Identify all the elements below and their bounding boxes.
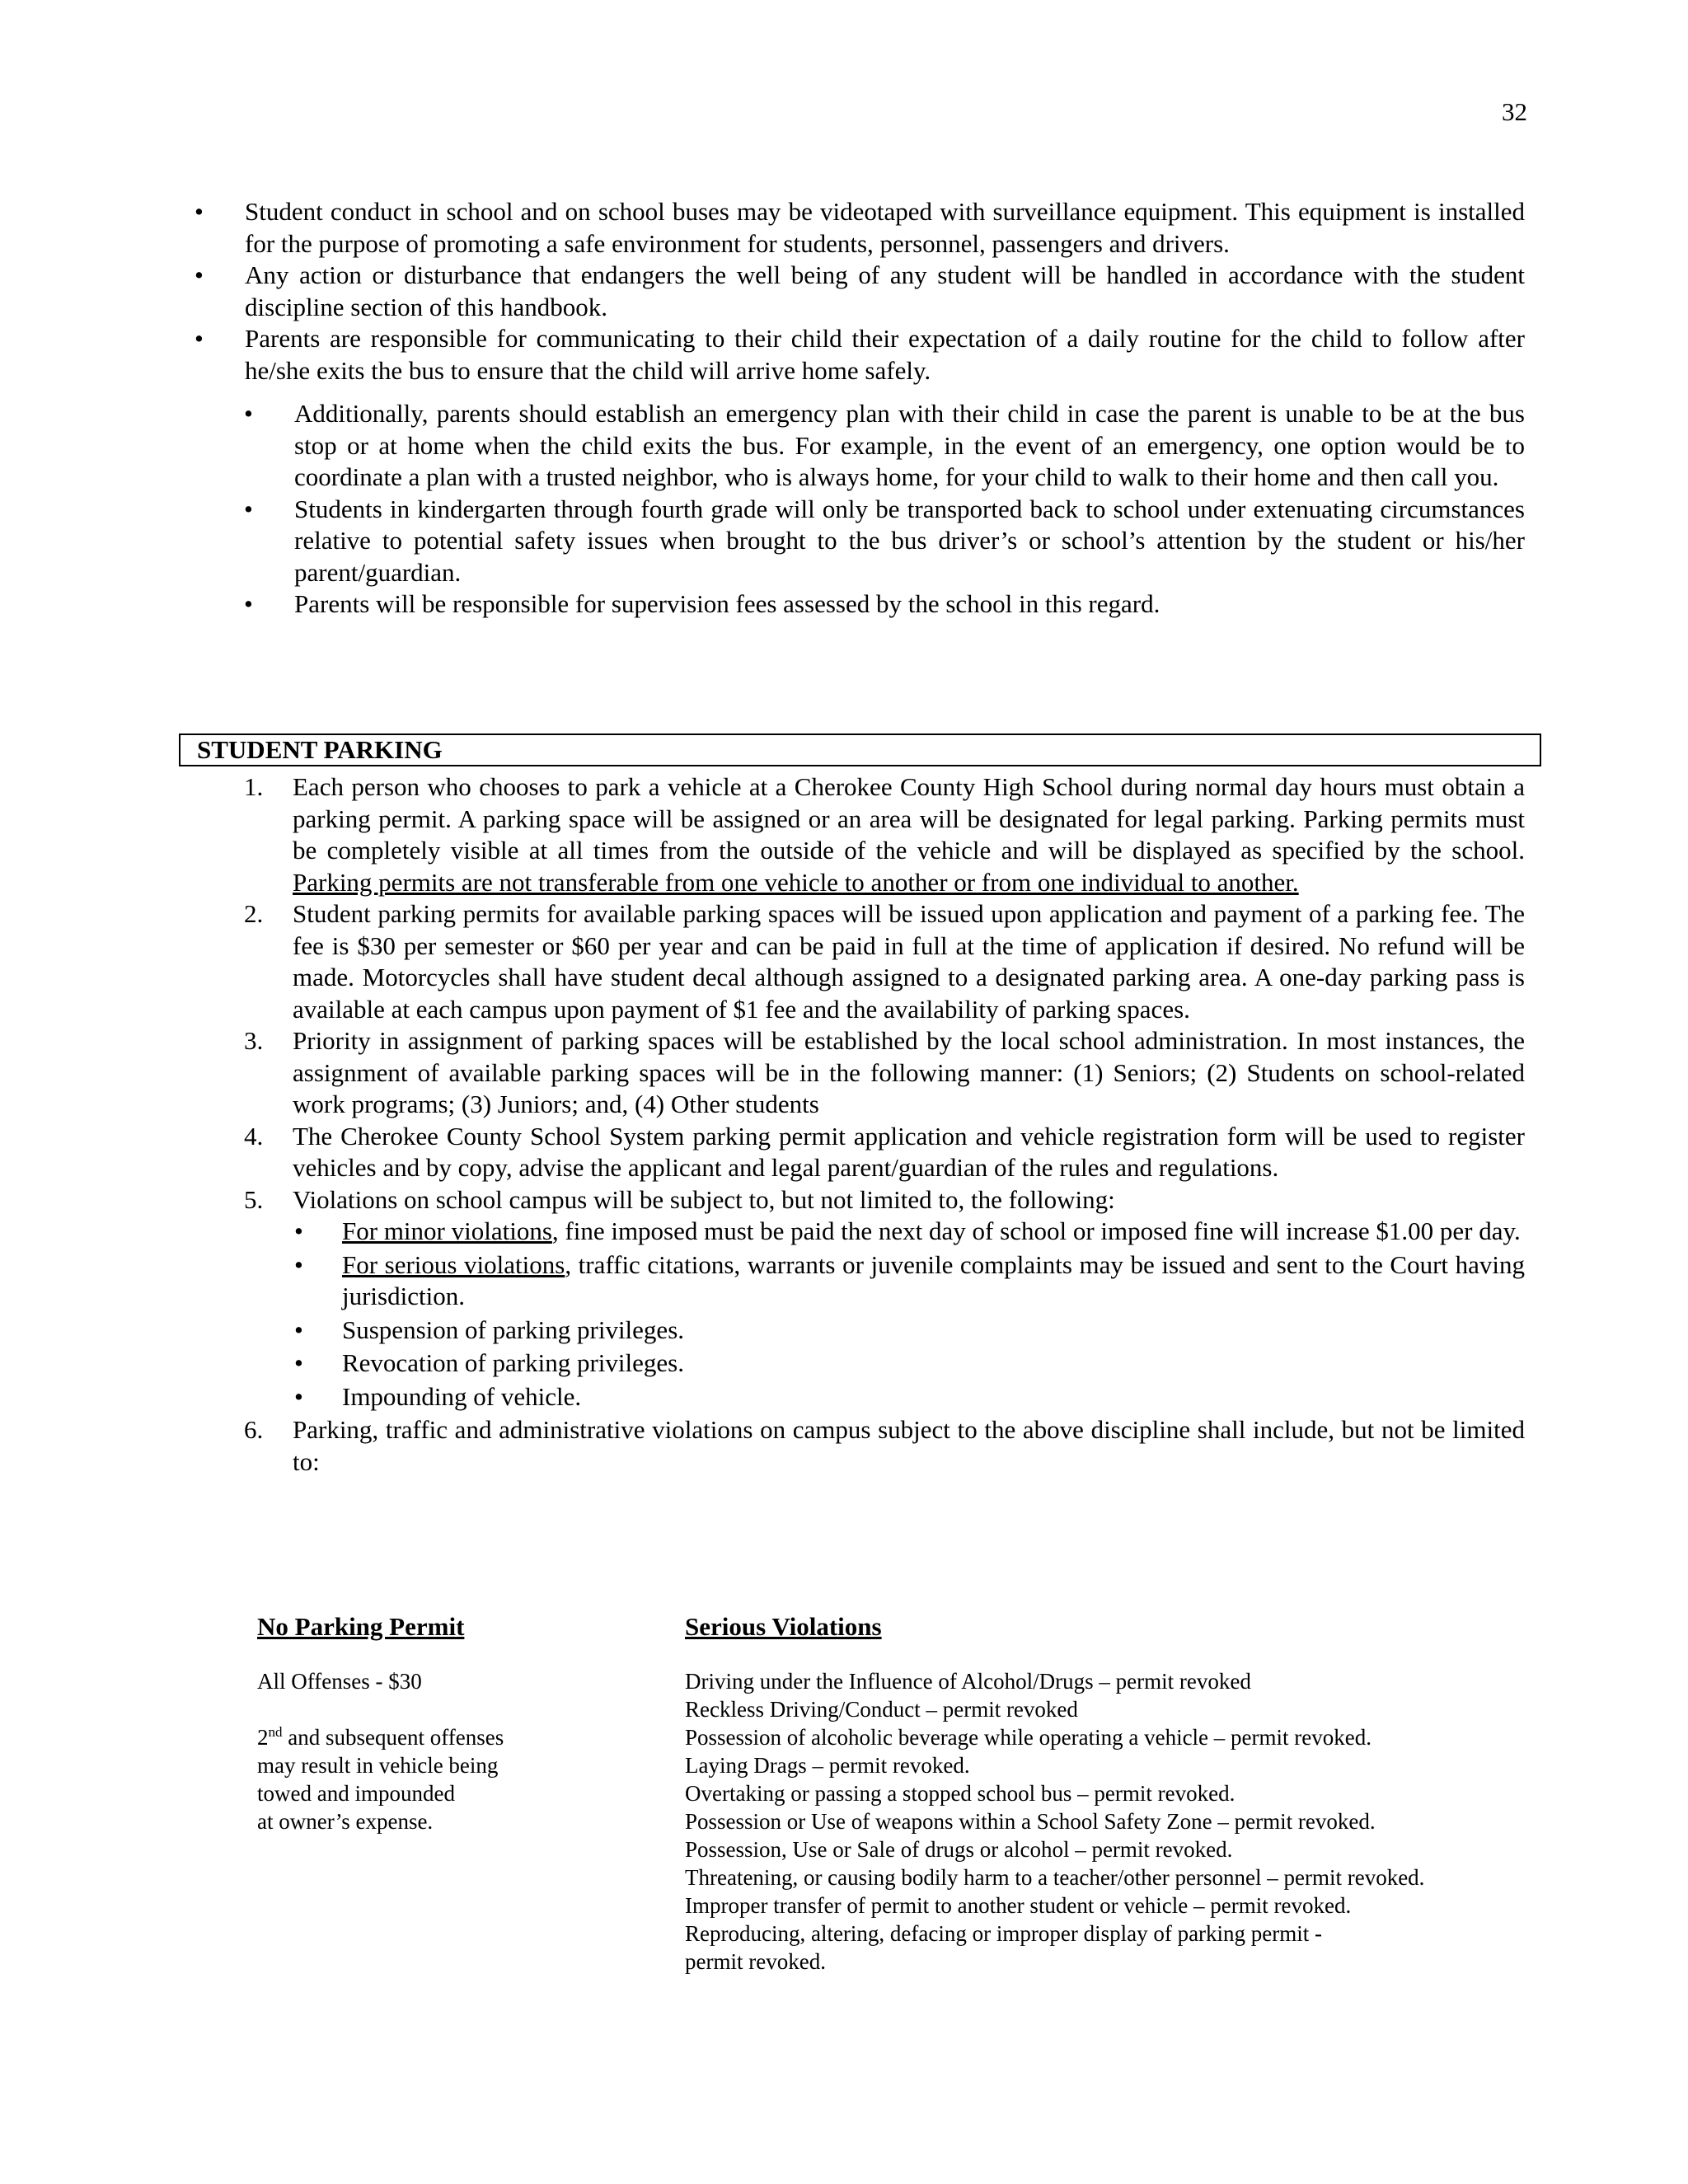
violation-line: Reckless Driving/Conduct – permit revoked [685, 1697, 1078, 1722]
item-text: Parking, traffic and administrative violations on campus subject to the above discipline shall include, but not be limited to: [293, 1415, 1525, 1476]
list-item [293, 1249, 1525, 1313]
item-text: Student parking permits for available parking spaces will be issued upon application and payment of a parking fee. The fee is $30 per semester or $60 per year and can be paid in full at the time of application if desired. No refund will be made. Motorcycles shall have student decal although assigned to a designated parking area. A one-day parking pass is available at each campus upon payment of $1 fee and the availability of parking spaces. [293, 899, 1525, 1024]
list-item: • Impounding of vehicle. [293, 1381, 1525, 1413]
list-item [293, 1216, 1525, 1248]
list-item: • Parents will be responsible for supervision fees assessed by the school in this regard. [232, 588, 1525, 621]
item-text: The Cherokee County School System parking permit application and vehicle registration form will be used to register vehicles and by copy, advise the applicant and legal parent/guardian of the rules and regulations. [293, 1121, 1525, 1182]
bus-conduct-section [183, 196, 1525, 621]
item-number: 4. [244, 1121, 264, 1151]
list-item: • Parents are responsible for communicating to their child their expectation of a daily routine for the child to follow after he/she exits the bus to ensure that the child will arrive home safely. [183, 323, 1525, 387]
item-number: 5. [244, 1184, 264, 1214]
page-number: 32 [1502, 97, 1527, 126]
list-item: • Students in kindergarten through fourth grade will only be transported back to school under extenuating circumstances relative to potential safety issues when brought to the bus driver’s or school’s attention by the student or his/her parent/guardian. [232, 494, 1525, 589]
list-item: • Suspension of parking privileges. [293, 1315, 1525, 1347]
list-item: • Student conduct in school and on school buses may be videotaped with surveillance equipment. This equipment is installed for the purpose of promoting a safe environment for students, personnel, passengers and drivers. [183, 196, 1525, 260]
list-item: • Any action or disturbance that endangers the well being of any student will be handled in accordance with the student discipline section of this handbook. [183, 260, 1525, 323]
column-title: Serious Violations [685, 1612, 882, 1641]
underlined-text: Parking permits are not transferable from one vehicle to another or from one individual to another. [293, 867, 1299, 897]
violation-line: Improper transfer of permit to another student or vehicle – permit revoked. [685, 1893, 1352, 1918]
violation-bullet-list [293, 1216, 1525, 1413]
list-item [232, 1121, 1525, 1184]
violation-line: Laying Drags – permit revoked. [685, 1753, 970, 1778]
subsequent-offenses-text: 2nd and subsequent offenses [257, 1724, 504, 1750]
item-number: 3. [244, 1026, 264, 1055]
serious-violations-column [685, 1611, 1542, 1975]
list-item [232, 1025, 1525, 1121]
item-number: 6. [244, 1415, 264, 1444]
parking-rules-list [232, 771, 1525, 1478]
text-line: may result in vehicle being [257, 1753, 499, 1778]
underlined-text: For serious violations [342, 1249, 565, 1279]
item-text: Each person who chooses to park a vehicle at a Cherokee County High School during normal day hours must obtain a parking permit. A parking space will be assigned or an area will be designated for legal parking. Parking permits must be completely visible at all times from the outside of the vehicle and will be displayed as specified by the school. [293, 772, 1525, 865]
list-item: • Additionally, parents should establish an emergency plan with their child in case the parent is unable to be at the bus stop or at home when the child exits the bus. For example, in the event of an emergency, one option would be to coordinate a plan with a trusted neighbor, who is always home, for your child to walk to their home and then call you. [232, 398, 1525, 494]
text-line: at owner’s expense. [257, 1809, 434, 1834]
intro-bullet-list [183, 196, 1525, 387]
violation-line: Possession of alcoholic beverage while operating a vehicle – permit revoked. [685, 1725, 1372, 1750]
item-number: 1. [244, 772, 264, 801]
item-text: , traffic citations, warrants or juvenile complaints may be issued and sent to the Court having jurisdiction. [342, 1249, 1525, 1310]
violation-line: Driving under the Influence of Alcohol/Drugs – permit revoked [685, 1669, 1251, 1694]
underlined-text: For minor violations [342, 1216, 552, 1245]
violation-line: Reproducing, altering, defacing or improper display of parking permit - [685, 1921, 1323, 1946]
list-item [232, 1414, 1525, 1478]
sub-bullet-list [183, 398, 1525, 621]
fine-text: All Offenses - $30 [257, 1669, 422, 1694]
section-title: STUDENT PARKING [179, 733, 1541, 766]
text-line: towed and impounded [257, 1781, 455, 1806]
list-item: • Revocation of parking privileges. [293, 1347, 1525, 1380]
list-item [232, 898, 1525, 1025]
item-text: Priority in assignment of parking spaces will be established by the local school administration. In most instances, the assignment of available parking spaces will be in the following manner: (1) Seniors; (2) Students on school-related work programs; (3) Juniors; and, (4) Other students [293, 1026, 1525, 1118]
item-text: Violations on school campus will be subject to, but not limited to, the following: [293, 1184, 1115, 1214]
list-item [232, 1184, 1525, 1413]
item-number: 2. [244, 899, 264, 928]
violation-line: permit revoked. [685, 1949, 826, 1974]
item-text: , fine imposed must be paid the next day of school or imposed fine will increase $1.00 per day. [551, 1216, 1521, 1245]
violation-line: Possession or Use of weapons within a School Safety Zone – permit revoked. [685, 1809, 1376, 1834]
violation-line: Possession, Use or Sale of drugs or alcohol – permit revoked. [685, 1837, 1233, 1862]
no-parking-permit-column [257, 1611, 636, 1835]
violation-line: Overtaking or passing a stopped school bus – permit revoked. [685, 1781, 1236, 1806]
violation-line: Threatening, or causing bodily harm to a teacher/other personnel – permit revoked. [685, 1865, 1425, 1890]
column-title: No Parking Permit [257, 1612, 465, 1641]
list-item [232, 771, 1525, 898]
